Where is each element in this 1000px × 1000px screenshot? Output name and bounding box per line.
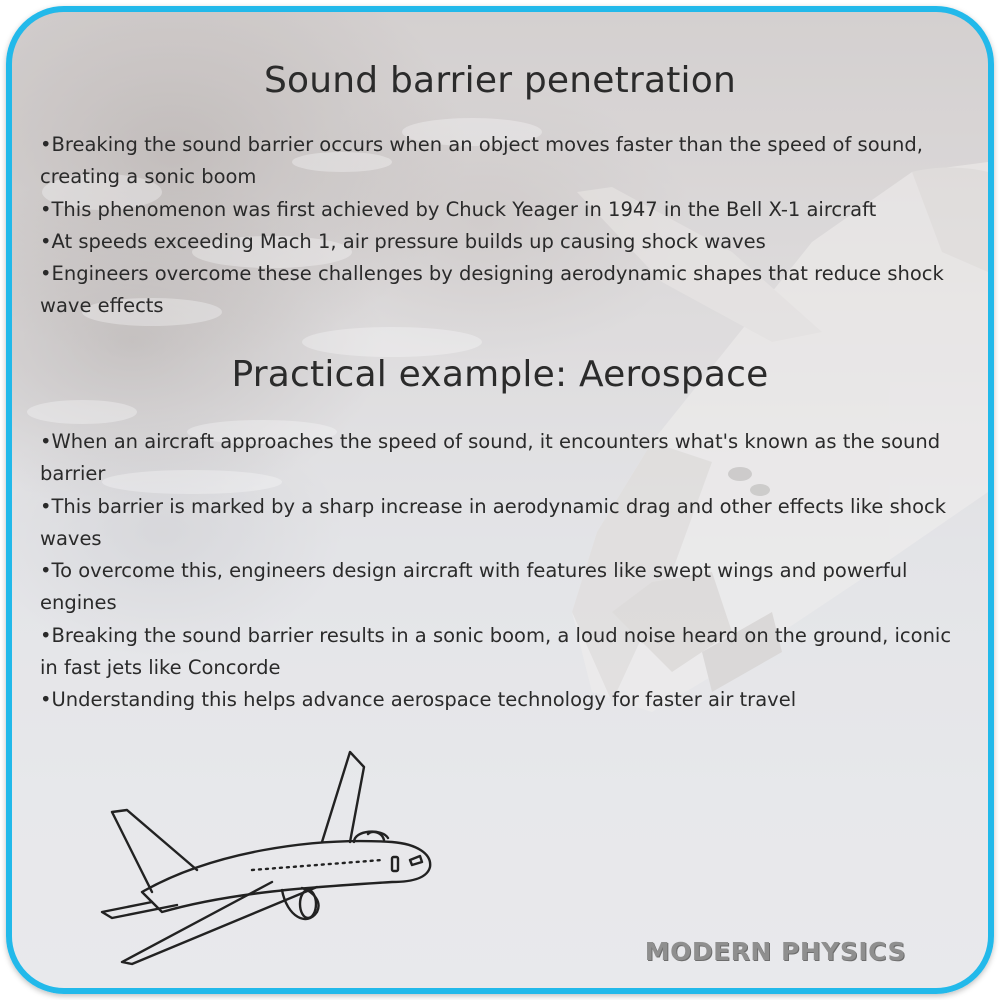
list-item: • When an aircraft approaches the speed of sound, it encounters what's known as the sound barrier [40, 426, 970, 491]
list-item: • Engineers overcome these challenges by designing aerodynamic shapes that reduce shock wave effects [40, 258, 970, 323]
list-item: • Breaking the sound barrier results in a sonic boom, a loud noise heard on the ground, iconic in fast jets like Concorde [40, 620, 970, 685]
airplane-outline-icon [92, 742, 452, 982]
list-item: • To overcome this, engineers design aircraft with features like swept wings and powerful engines [40, 555, 970, 620]
list-item: • This barrier is marked by a sharp increase in aerodynamic drag and other effects like shock waves [40, 491, 970, 556]
bullet-list-sound-barrier [40, 129, 970, 323]
list-item: • This phenomenon was first achieved by Chuck Yeager in 1947 in the Bell X-1 aircraft [40, 194, 970, 226]
brand-logo: MODERN PHYSICS [644, 937, 906, 966]
list-item: • Breaking the sound barrier occurs when an object moves faster than the speed of sound, creating a sonic boom [40, 129, 970, 194]
bullet-list-aerospace [40, 426, 970, 717]
content-area [12, 12, 988, 988]
infographic-card [6, 6, 994, 994]
list-item: • At speeds exceeding Mach 1, air pressure builds up causing shock waves [40, 226, 970, 258]
list-item: • Understanding this helps advance aerospace technology for faster air travel [40, 684, 970, 716]
section-title-sound-barrier: Sound barrier penetration [264, 60, 736, 101]
section-title-aerospace: Practical example: Aerospace [231, 354, 769, 395]
